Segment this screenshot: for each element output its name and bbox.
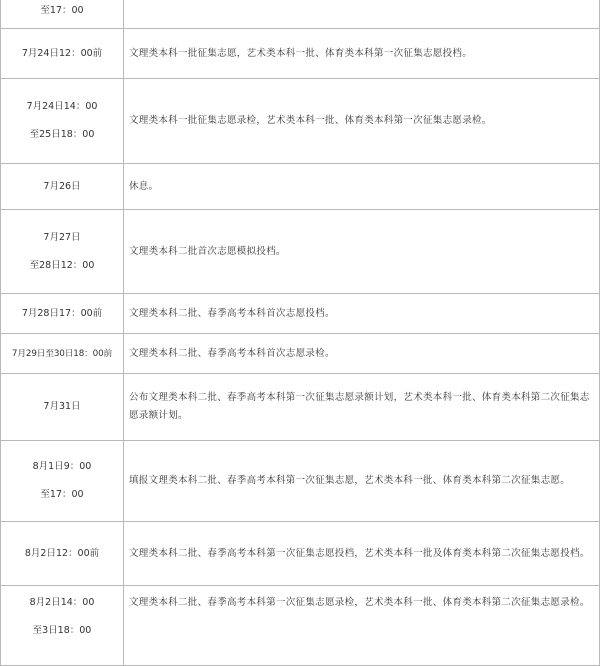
table-row [1, 522, 600, 586]
time-cell [1, 0, 124, 29]
time-line: 至17：00 [40, 5, 84, 16]
table-row [1, 374, 600, 441]
time-cell [1, 79, 124, 164]
table-row [1, 294, 600, 334]
time-line: 至17：00 [40, 489, 84, 500]
desc-cell: 文理类本科二批首次志愿模拟投档。 [124, 210, 600, 294]
table-row [1, 79, 600, 164]
time-line: 7月26日 [43, 180, 81, 192]
time-line: 7月29日至30日18：00前 [11, 348, 113, 359]
time-cell [1, 210, 124, 294]
time-cell [1, 164, 124, 210]
table-row [1, 0, 600, 29]
desc-cell: 文理类本科一批征集志愿，艺术类本科一批、体育类本科第一次征集志愿投档。 [124, 29, 600, 79]
table-row [1, 334, 600, 374]
desc-cell [124, 0, 600, 29]
desc-cell: 公布文理类本科二批、春季高考本科第一次征集志愿录额计划，艺术类本科一批、体育类本科第二次征集志愿录额计划。 [124, 374, 600, 441]
time-line: 7月28日17：00前 [21, 307, 103, 319]
time-line: 8月1日9：00 [32, 461, 92, 472]
table-row [1, 29, 600, 79]
time-line: 8月2日12：00前 [24, 547, 100, 559]
desc-cell: 文理类本科二批、春季高考本科首次志愿录检。 [124, 334, 600, 374]
desc-cell: 文理类本科一批征集志愿录检，艺术类本科一批、体育类本科第一次征集志愿录检。 [124, 79, 600, 164]
time-cell [1, 441, 124, 522]
desc-cell: 文理类本科二批、春季高考本科第一次征集志愿投档，艺术类本科一批及体育类本科第二次征集志愿投档。 [124, 522, 600, 586]
time-line: 7月24日12：00前 [21, 47, 103, 59]
time-line: 7月31日 [43, 401, 81, 412]
table-row [1, 441, 600, 522]
time-line: 8月2日14：00 [29, 597, 95, 608]
time-cell [1, 374, 124, 441]
table-row [1, 164, 600, 210]
time-cell [1, 29, 124, 79]
time-cell [1, 294, 124, 334]
table-row [1, 210, 600, 294]
desc-cell: 文理类本科二批、春季高考本科第一次征集志愿录检，艺术类本科一批、体育类本科第二次征集志愿录检。 [124, 586, 600, 666]
time-line: 至3日18：00 [32, 625, 92, 636]
time-line: 至28日12：00 [29, 259, 95, 271]
desc-cell: 填报文理类本科二批、春季高考本科第一次征集志愿，艺术类本科一批、体育类本科第二次征集志愿。 [124, 441, 600, 522]
time-line: 至25日18：00 [29, 129, 95, 140]
time-line: 7月24日14：00 [26, 101, 98, 112]
time-line: 7月27日 [43, 231, 81, 243]
time-cell [1, 522, 124, 586]
time-cell [1, 586, 124, 666]
desc-cell: 文理类本科二批、春季高考本科首次志愿投档。 [124, 294, 600, 334]
time-cell [1, 334, 124, 374]
desc-cell: 休息。 [124, 164, 600, 210]
table-row [1, 586, 600, 666]
